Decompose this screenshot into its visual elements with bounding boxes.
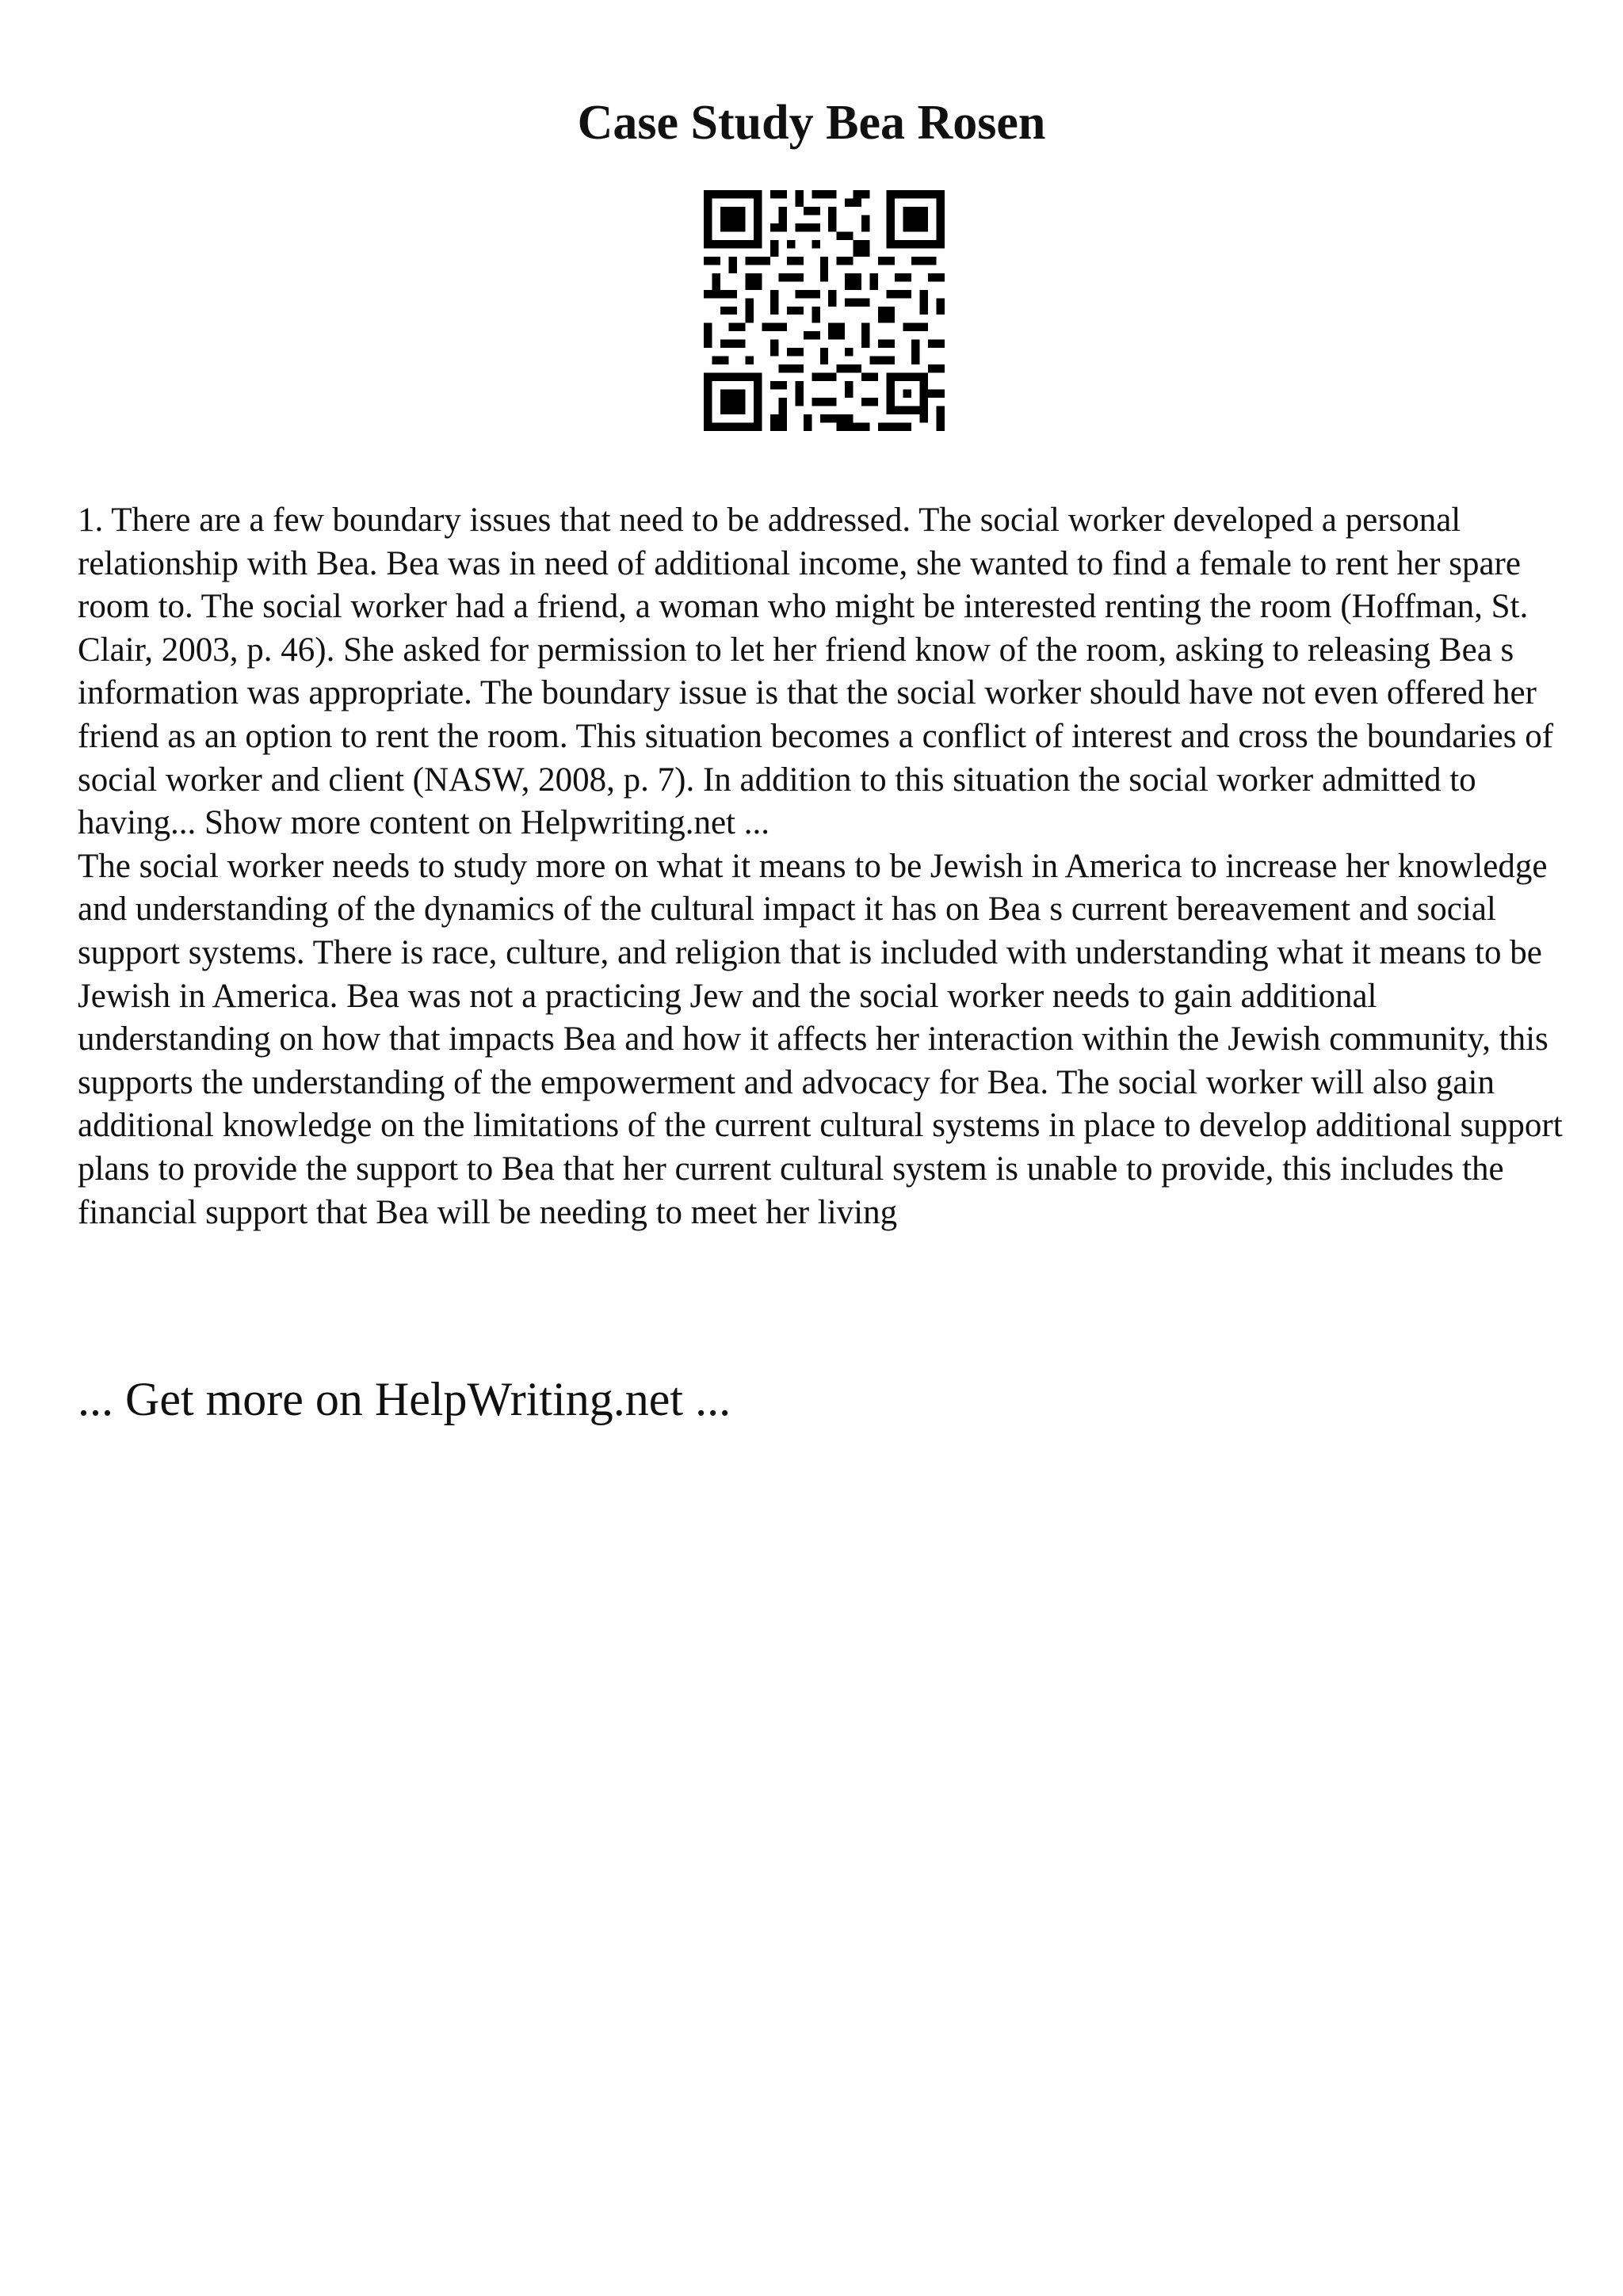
get-more-link[interactable]: ... Get more on HelpWriting.net ... — [78, 1373, 731, 1425]
qr-code — [704, 190, 945, 431]
paragraph-2: The social worker needs to study more on what it means to be Jewish in America to increase her knowledge and understanding of the dynamics of the cultural impact it has on Bea s current bereavement and social support systems. There is race, culture, and religion that is included with understanding what it means to be Jewish in America. Bea was not a practicing Jew and the social worker needs to gain additional understanding on how that impacts Bea and how it affects her interaction within the Jewish community, this supports the understanding of the empowerment and advocacy for Bea. The social worker will also gain additional knowledge on the limitations of the current cultural systems in place to develop additional support plans to provide the support to Bea that her current cultural system is unable to provide, this includes the financial support that Bea will be needing to meet her living — [78, 847, 1563, 1231]
qr-code-icon — [704, 190, 945, 431]
page-title: Case Study Bea Rosen — [577, 96, 1046, 150]
article-body — [78, 499, 1568, 1234]
paragraph-1: 1. There are a few boundary issues that need to be addressed. The social worker developed a personal relationship with Bea. Bea was in need of additional income, she wanted to find a female to rent her spare room to. The social worker had a friend, a woman who might be interested renting the room (Hoffman, St. Clair, 2003, p. 46). She asked for permission to let her friend know of the room, asking to releasing Bea s information was appropriate. The boundary issue is that the social worker should have not even offered her friend as an option to rent the room. This situation becomes a conflict of interest and cross the boundaries of social worker and client (NASW, 2008, p. 7). In addition to this situation the social worker admitted to having... Show more content on Helpwriting.net ... — [78, 502, 1554, 842]
